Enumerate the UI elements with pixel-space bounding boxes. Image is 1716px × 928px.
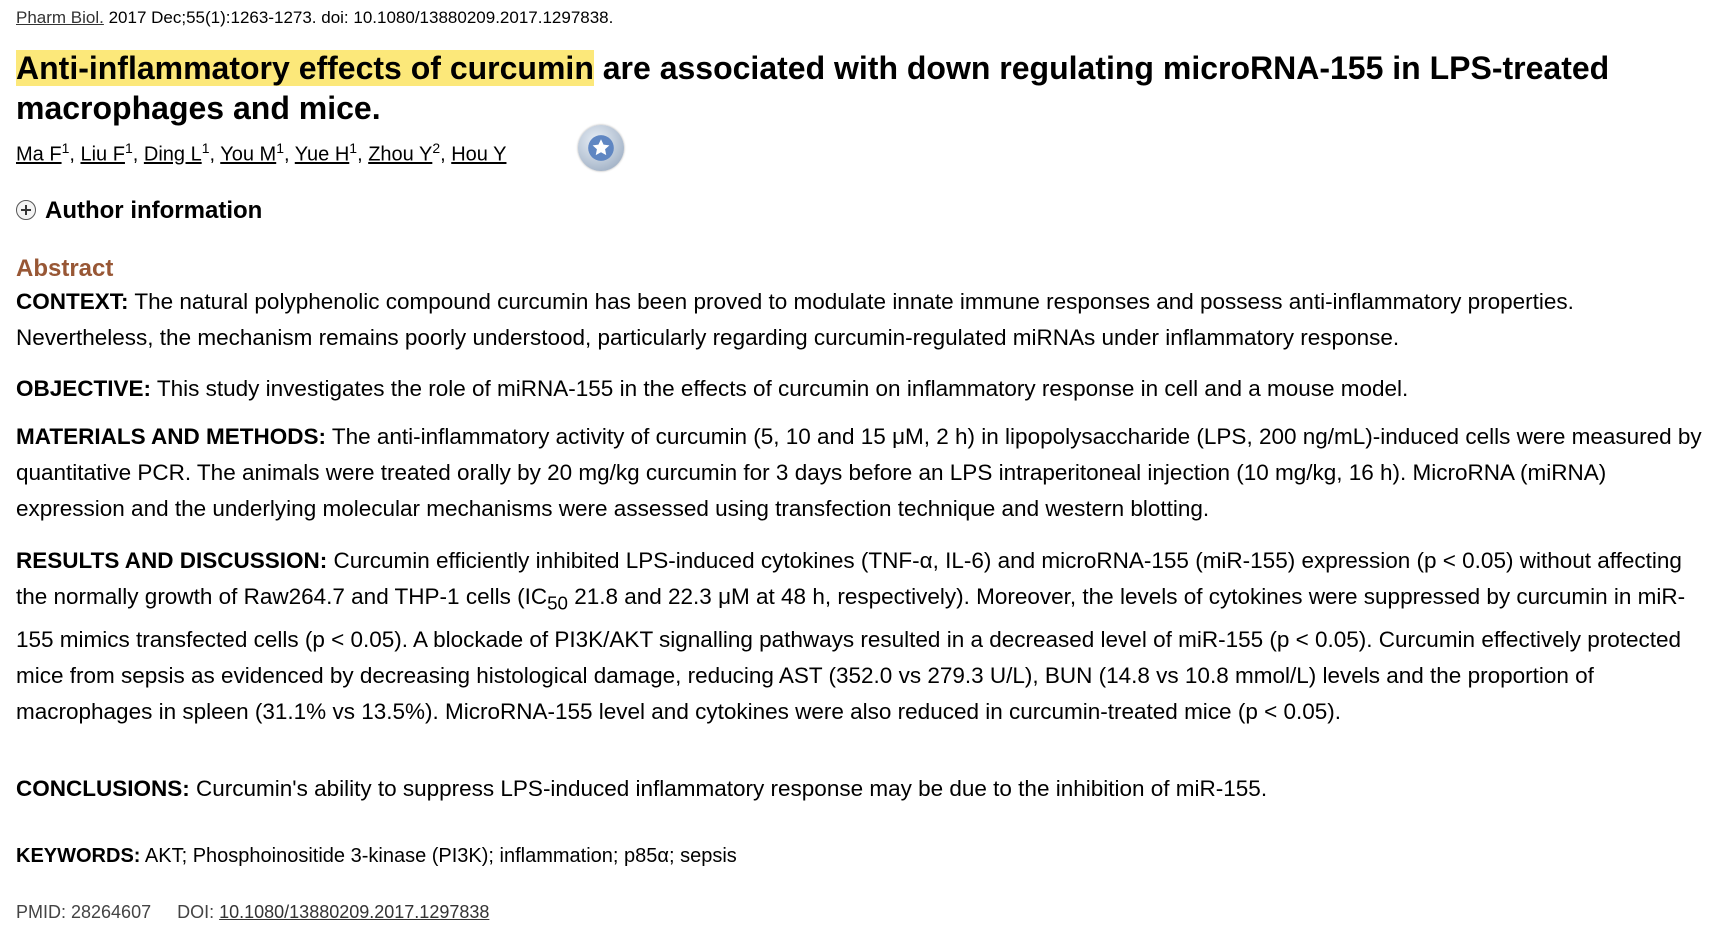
section-text: Curcumin efficiently inhibited LPS-induced cytokines (TNF-α, IL-6) and microRNA-155 (miR-155) expression (p < 0.05) without affecting the normally growth of Raw264.7 and THP-1 cells (IC bbox=[16, 548, 1682, 609]
author-link[interactable]: Yue H bbox=[294, 143, 350, 166]
keywords-label: KEYWORDS: bbox=[16, 845, 141, 867]
author-link[interactable]: Zhou Y bbox=[368, 143, 433, 166]
abstract-objective bbox=[16, 371, 1706, 407]
section-label: OBJECTIVE: bbox=[16, 376, 152, 401]
section-text: The anti-inflammatory activity of curcumin (5, 10 and 15 μM, 2 h) in lipopolysaccharide (LPS, 200 ng/mL)-induced cells were measured by quantitative PCR. The animals were treated orally by 20 mg/kg curcumin for 3 days before an LPS intraperitoneal injection (10 mg/kg, 16 h). MicroRNA (miRNA) expression and the underlying molecular mechanisms were assessed using transfection technique and western blotting. bbox=[16, 424, 1702, 521]
section-label: MATERIALS AND METHODS: bbox=[16, 424, 326, 449]
section-label: CONTEXT: bbox=[16, 289, 129, 314]
abstract-conclusions bbox=[16, 771, 1706, 807]
abstract-results bbox=[16, 543, 1706, 730]
doi-link[interactable]: 10.1080/13880209.2017.1297838 bbox=[219, 902, 490, 922]
star-badge-icon[interactable] bbox=[578, 125, 624, 171]
author-link[interactable]: Ding L bbox=[143, 143, 202, 166]
star-icon bbox=[587, 134, 615, 162]
author-list: Ma $F^1$, Liu $F^1$, Ding $L^1$, You $M^1$, Yue $H^1$, Zhou $Y^2$, Hou Y bbox=[16, 140, 507, 166]
subscript: 50 bbox=[547, 592, 568, 614]
citation-line bbox=[16, 8, 613, 28]
section-text: Curcumin's ability to suppress LPS-induced inflammatory response may be due to the inhibition of miR-155. bbox=[189, 776, 1268, 801]
author-information-label: Author information bbox=[45, 197, 263, 224]
pmid: PMID: 28264607 bbox=[16, 902, 152, 922]
author-affiliation: 1 bbox=[201, 140, 210, 156]
citation-details: 2017 Dec;55(1):1263-1273. doi: 10.1080/13880209.2017.1297838. bbox=[103, 8, 614, 27]
author-affiliation: 2 bbox=[432, 140, 441, 156]
title-rest-text: are associated with down regulating microRNA-155 in LPS-treated macrophages and mice. bbox=[16, 50, 1610, 126]
section-text: The natural polyphenolic compound curcumin has been proved to modulate innate immune responses and possess anti-inflammatory properties. Nevertheless, the mechanism remains poorly understood, particularly regarding curcumin-regulated miRNAs under inflammatory response. bbox=[16, 289, 1574, 350]
section-label: CONCLUSIONS: bbox=[16, 776, 190, 801]
author-link[interactable]: Hou Y bbox=[451, 143, 507, 166]
doi-label: DOI: bbox=[177, 902, 220, 922]
section-text: This study investigates the role of miRNA-155 in the effects of curcumin on inflammatory response in cell and a mouse model. bbox=[151, 376, 1409, 401]
identifiers bbox=[16, 902, 489, 923]
author-affiliation: 1 bbox=[61, 140, 70, 156]
author-link[interactable]: Liu F bbox=[80, 143, 125, 166]
keywords bbox=[16, 845, 737, 868]
author-affiliation: 1 bbox=[349, 140, 358, 156]
author-link[interactable]: Ma F bbox=[16, 143, 62, 166]
author-affiliation: 1 bbox=[276, 140, 285, 156]
article-title bbox=[16, 48, 1686, 128]
abstract-context bbox=[16, 284, 1706, 356]
section-label: RESULTS AND DISCUSSION: bbox=[16, 548, 328, 573]
author-information-toggle[interactable] bbox=[16, 197, 262, 225]
author-affiliation: 1 bbox=[124, 140, 133, 156]
expand-plus-icon[interactable] bbox=[16, 200, 36, 220]
title-highlighted-text: Anti-inflammatory effects of curcumin bbox=[16, 50, 594, 86]
author-link[interactable]: You M bbox=[220, 143, 277, 166]
journal-link[interactable]: Pharm Biol. bbox=[16, 8, 104, 27]
keywords-text: AKT; Phosphoinositide 3-kinase (PI3K); inflammation; p85α; sepsis bbox=[140, 845, 737, 867]
abstract-heading: Abstract bbox=[16, 255, 114, 282]
section-text-continued: 21.8 and 22.3 μM at 48 h, respectively). Moreover, the levels of cytokines were suppressed by curcumin in miR-155 mimics transfected cells (p < 0.05). A blockade of PI3K/AKT signalling pathways resulted in a decreased level of miR-155 (p < 0.05). Curcumin effectively protected mice from sepsis as evidenced by decreasing histological damage, reducing AST (352.0 vs 279.3 U/L), BUN (14.8 vs 10.8 mmol/L) levels and the proportion of macrophages in spleen (31.1% vs 13.5%). MicroRNA-155 level and cytokines were also reduced in curcumin-treated mice (p < 0.05). bbox=[16, 584, 1686, 724]
abstract-methods bbox=[16, 419, 1706, 527]
